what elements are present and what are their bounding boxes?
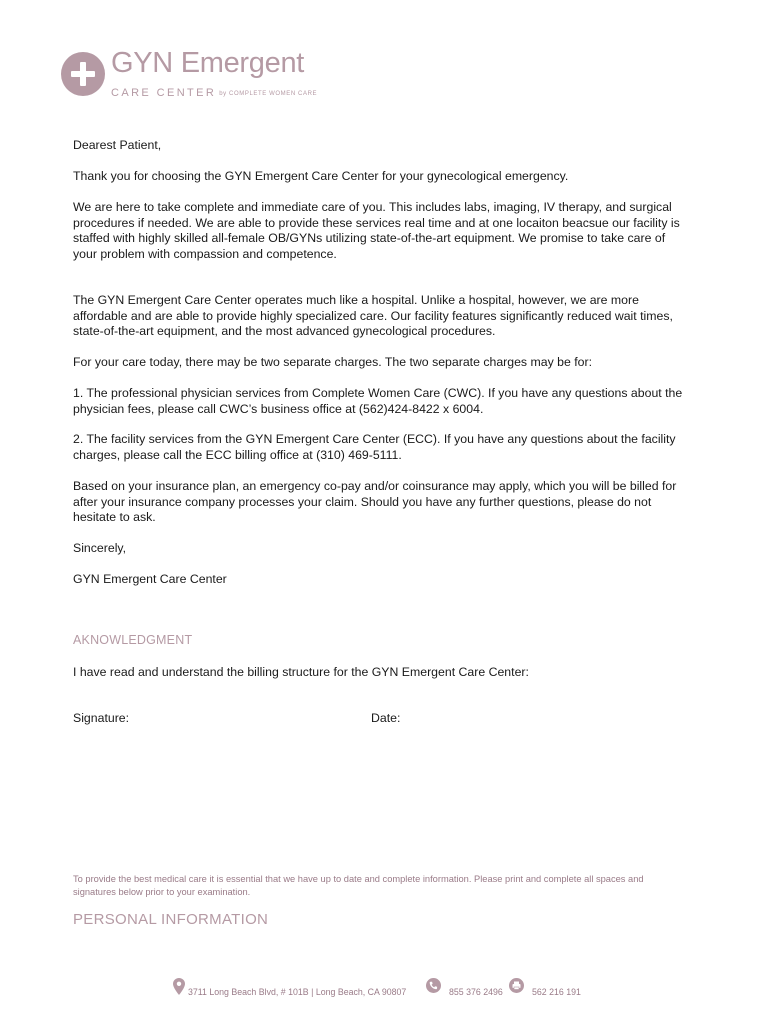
phone-icon [426, 978, 441, 993]
acknowledgment-heading: AKNOWLEDGMENT [73, 633, 193, 647]
salutation: Dearest Patient, [73, 138, 162, 152]
brand-sub-by: by COMPLETE WOMEN CARE [219, 91, 318, 97]
paragraph-charges-intro: For your care today, there may be two separate charges. The two separate charges may be for: [73, 355, 593, 369]
plus-icon [61, 52, 105, 96]
footer-fax: 562 216 191 [532, 987, 581, 997]
paragraph-thanks: Thank you for choosing the GYN Emergent Care Center for your gynecological emergency. [73, 169, 569, 183]
paragraph-facility-charge: 2. The facility services from the GYN Emergent Care Center (ECC). If you have any questions about the facility charges, please call the ECC billing office at (310) 469-5111. [73, 432, 676, 462]
fax-icon [509, 978, 524, 993]
brand-subtitle [111, 83, 317, 101]
paragraph-services: We are here to take complete and immediate care of you. This includes labs, imaging, IV therapy, and surgical procedures if needed. We are able to provide these services real time and at one locaiton beacsue our facility is staffed with highly skilled all-female OB/GYNs utilizing state-of-the-art equipment. We promise to take care of your problem with compassion and competence. [73, 200, 680, 261]
date-label: Date: [371, 711, 401, 725]
location-pin-icon [173, 978, 185, 996]
personal-information-heading: PERSONAL INFORMATION [73, 911, 269, 928]
paragraph-hospital: The GYN Emergent Care Center operates much like a hospital. Unlike a hospital, however, we are more affordable and are able to provide highly specialized care. Our facility features significantly reduced wait times, state-of-the-art equipment, and the most advanced gynecological procedures. [73, 293, 673, 339]
paragraph-physician-charge: 1. The professional physician services from Complete Women Care (CWC). If you have any questions about the physician fees, please call CWC’s business office at (562)424-8422 x 6004. [73, 386, 683, 416]
acknowledgment-statement: I have read and understand the billing structure for the GYN Emergent Care Center: [73, 665, 529, 679]
signer: GYN Emergent Care Center [73, 572, 227, 586]
footer-contact [173, 978, 613, 998]
footer-phone: 855 376 2496 [449, 987, 503, 997]
completion-notice: To provide the best medical care it is essential that we have up to date and complete information. Please print and complete all spaces and signatures below prior to your examination. [73, 874, 644, 898]
brand-name: GYN Emergent [111, 47, 305, 79]
brand-sub-main: CARE CENTER [111, 87, 217, 99]
footer-address: 3711 Long Beach Blvd, # 101B | Long Beach, CA 90807 [188, 987, 407, 997]
closing: Sincerely, [73, 541, 127, 555]
paragraph-insurance: Based on your insurance plan, an emergency co-pay and/or coinsurance may apply, which you will be billed for after your insurance company processes your claim. Should you have any further questions, please do not hesitate to ask. [73, 479, 677, 525]
signature-label: Signature: [73, 711, 130, 725]
